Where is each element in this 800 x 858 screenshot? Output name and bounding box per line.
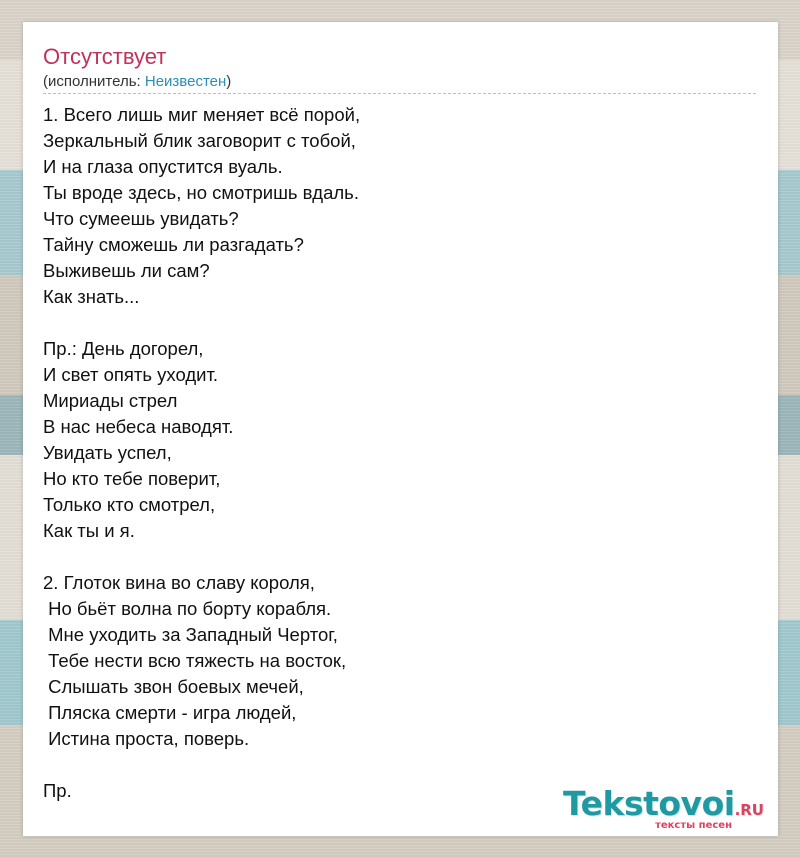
lyric-line: Слышать звон боевых мечей, — [43, 676, 304, 697]
lyric-line: Истина проста, поверь. — [43, 728, 250, 749]
lyrics-text — [43, 102, 603, 804]
lyrics-card — [23, 22, 778, 836]
logo-tagline: тексты песен — [655, 820, 732, 831]
lyric-line — [43, 752, 603, 778]
lyric-line: Пляска смерти - игра людей, — [43, 702, 297, 723]
site-logo[interactable] — [560, 784, 770, 831]
lyric-line — [43, 544, 603, 570]
lyric-line: Ты вроде здесь, но смотришь вдаль. — [43, 182, 359, 203]
title-divider — [43, 93, 756, 94]
lyric-line: Но бьёт волна по борту корабля. — [43, 598, 332, 619]
lyric-line: Пр.: День догорел, — [43, 338, 204, 359]
song-title: Отсутствует — [43, 44, 167, 69]
artist-line — [43, 73, 231, 90]
lyric-line: В нас небеса наводят. — [43, 416, 234, 437]
logo-domain: .RU — [734, 801, 764, 819]
lyric-line: Но кто тебе поверит, — [43, 468, 221, 489]
artist-link[interactable]: Неизвестен — [144, 73, 227, 90]
lyric-line: И свет опять уходит. — [43, 364, 219, 385]
lyric-line: Мне уходить за Западный Чертог, — [43, 624, 338, 645]
lyric-line: 1. Всего лишь миг меняет всё порой, — [43, 104, 361, 125]
artist-suffix: ) — [226, 73, 232, 90]
logo-wordmark — [563, 784, 764, 823]
lyric-line: Увидать успел, — [43, 442, 172, 463]
lyric-line: Тайну сможешь ли разгадать? — [43, 234, 304, 255]
lyric-line: Как ты и я. — [43, 520, 135, 541]
lyric-line: 2. Глоток вина во славу короля, — [43, 572, 315, 593]
lyric-line: Выживешь ли сам? — [43, 260, 210, 281]
lyric-line: Что сумеешь увидать? — [43, 208, 239, 229]
lyric-line: Только кто смотрел, — [43, 494, 216, 515]
logo-main-text: Tekstovoi — [563, 784, 735, 823]
lyric-line: Как знать... — [43, 286, 140, 307]
lyric-line: Пр. — [43, 780, 72, 801]
lyric-line: И на глаза опустится вуаль. — [43, 156, 283, 177]
lyric-line: Тебе нести всю тяжесть на восток, — [43, 650, 347, 671]
lyric-line — [43, 310, 603, 336]
lyric-line: Зеркальный блик заговорит с тобой, — [43, 130, 356, 151]
artist-prefix: (исполнитель: — [43, 73, 145, 90]
lyric-line: Мириады стрел — [43, 390, 178, 411]
